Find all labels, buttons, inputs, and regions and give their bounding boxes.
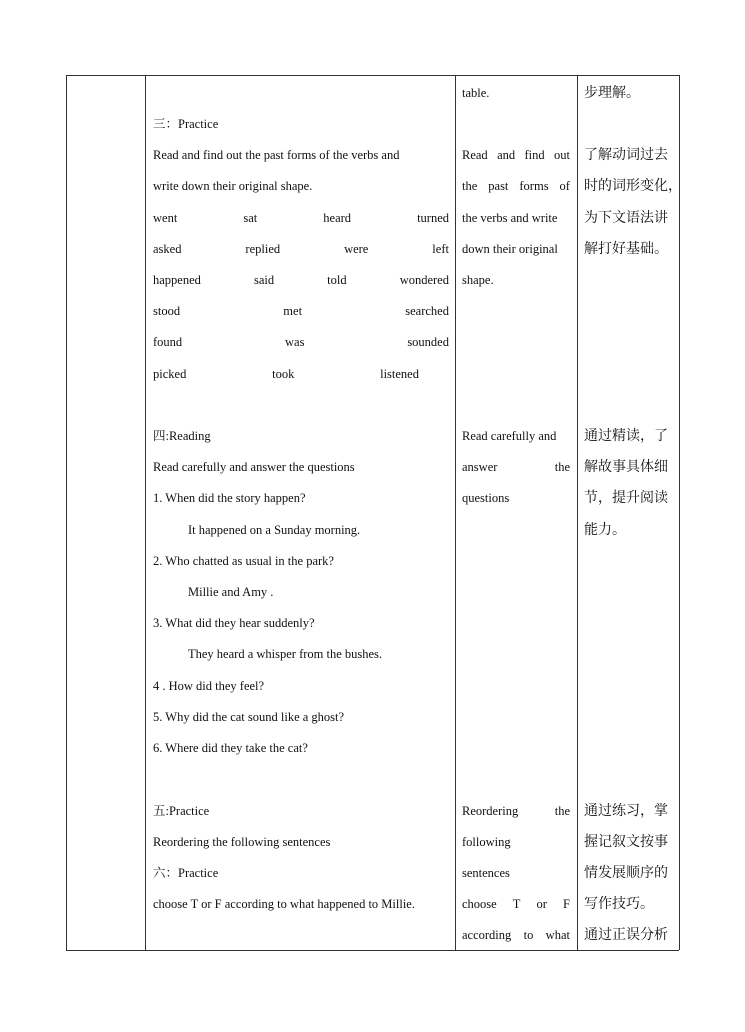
activity-word: answer [462, 460, 498, 474]
verb-word: stood [153, 304, 181, 318]
activity-word: to [523, 928, 534, 942]
verb-word: told [327, 273, 347, 287]
activity-word: the [462, 179, 478, 193]
activity-text: table. [462, 86, 490, 100]
verb-word: happened [153, 273, 201, 287]
activity-word: Read [462, 148, 488, 162]
activity-line: shape. [462, 273, 494, 287]
table-border-right [679, 75, 680, 950]
section3-instruction-line1: Read and find out the past forms of the verbs and [153, 148, 400, 162]
intent-line: 通过正误分析 [584, 927, 668, 943]
verb-word: took [272, 367, 295, 381]
table-border-col2-left [145, 75, 146, 950]
activity-word: the [554, 804, 570, 818]
verb-word: picked [153, 367, 187, 381]
section6-instruction: choose T or F according to what happened to Millie. [153, 897, 415, 911]
intent-line: 握记叙文按事 [584, 834, 668, 850]
table-top-border [66, 75, 679, 76]
activity-line [462, 803, 570, 819]
intent-line: 解打好基础。 [584, 241, 668, 257]
verb-word: heard [323, 211, 352, 225]
intent-line: 时的词形变化， [584, 178, 682, 194]
answer-3: They heard a whisper from the bushes. [188, 647, 383, 661]
activity-word: and [497, 148, 516, 162]
table-border-col3-left [455, 75, 456, 950]
section5-instruction: Reordering the following sentences [153, 835, 331, 849]
activity-line [462, 927, 570, 943]
activity-word: the [554, 460, 570, 474]
verb-word: was [285, 335, 305, 349]
activity-word: find [524, 148, 545, 162]
verb-word: said [253, 273, 275, 287]
intent-line: 解故事具体细 [584, 459, 668, 475]
section4-heading: 四:Reading [153, 429, 211, 443]
activity-line: questions [462, 491, 510, 505]
question-6: 6. Where did they take the cat? [153, 741, 308, 755]
verb-word: found [153, 335, 183, 349]
verb-word: were [344, 242, 369, 256]
table-border-col1-left [66, 75, 67, 950]
table-bottom-border [66, 950, 679, 951]
activity-word: past [488, 179, 509, 193]
verb-word: left [432, 242, 449, 256]
question-4: 4 . How did they feel? [153, 679, 265, 693]
activity-word: of [559, 179, 570, 193]
verb-row [153, 303, 449, 319]
question-3: 3. What did they hear suddenly? [153, 616, 315, 630]
activity-word: what [545, 928, 570, 942]
intent-line: 写作技巧。 [584, 896, 654, 912]
verb-row [153, 210, 449, 226]
intent-line: 情发展顺序的 [584, 865, 668, 881]
verb-word: wondered [399, 273, 449, 287]
activity-line: the verbs and write [462, 211, 558, 225]
activity-line: following [462, 835, 511, 849]
verb-word: replied [245, 242, 281, 256]
section3-instruction-line2: write down their original shape. [153, 179, 313, 193]
activity-word: T [512, 897, 521, 911]
intent-line: 了解动词过去 [584, 147, 668, 163]
activity-line [462, 147, 570, 163]
section3-heading: 三：Practice [153, 117, 219, 131]
activity-word: choose [462, 897, 497, 911]
question-5: 5. Why did the cat sound like a ghost? [153, 710, 345, 724]
section5-heading: 五:Practice [153, 804, 210, 818]
activity-word: Reordering [462, 804, 519, 818]
activity-line: sentences [462, 866, 510, 880]
activity-line: down their original [462, 242, 558, 256]
verb-word: met [283, 304, 303, 318]
intent-line: 节，提升阅读 [584, 490, 668, 506]
section6-heading: 六：Practice [153, 866, 219, 880]
verb-row [153, 272, 449, 288]
activity-word: or [536, 897, 547, 911]
section4-intro: Read carefully and answer the questions [153, 460, 355, 474]
activity-word: F [563, 897, 570, 911]
intent-line: 通过精读，了 [584, 428, 668, 444]
verb-word: searched [405, 304, 449, 318]
verb-word: turned [417, 211, 449, 225]
verb-word: sounded [407, 335, 449, 349]
question-2: 2. Who chatted as usual in the park? [153, 554, 334, 568]
intent-line: 通过练习，掌 [584, 803, 668, 819]
activity-line: Read carefully and [462, 429, 557, 443]
verb-word: sat [243, 211, 258, 225]
activity-line [462, 459, 570, 475]
table-border-col4-left [577, 75, 578, 950]
activity-word: out [554, 148, 570, 162]
answer-1: It happened on a Sunday morning. [188, 523, 361, 537]
verb-row [153, 241, 449, 257]
verb-word: asked [153, 242, 182, 256]
answer-2: Millie and Amy . [188, 585, 274, 599]
activity-word: forms [519, 179, 549, 193]
activity-line [462, 178, 570, 194]
question-1: 1. When did the story happen? [153, 491, 306, 505]
verb-word: listened [380, 367, 419, 381]
verb-row [153, 334, 449, 350]
verb-row [153, 366, 419, 382]
intent-line: 为下文语法讲 [584, 210, 668, 226]
intent-line: 能力。 [584, 522, 626, 538]
verb-word: went [153, 211, 178, 225]
activity-word: according [462, 928, 512, 942]
intent-text: 步理解。 [584, 85, 640, 101]
activity-line [462, 896, 570, 912]
